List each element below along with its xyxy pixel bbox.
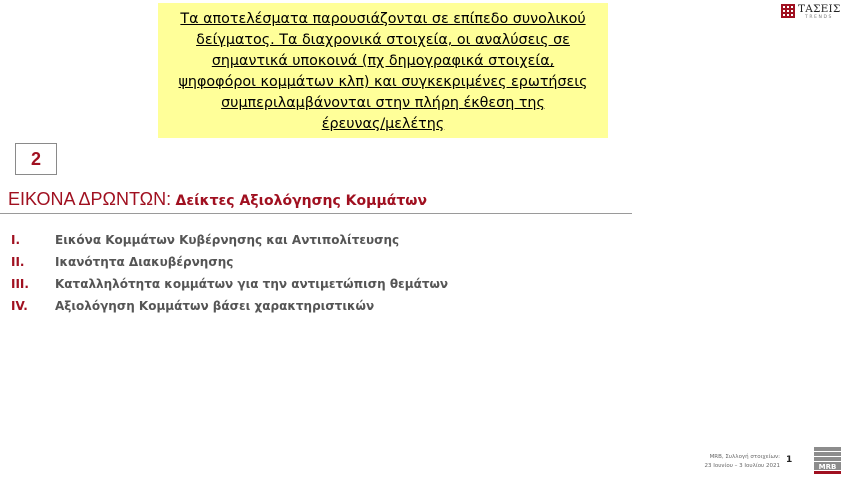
footer-source-line: MRB, Συλλογή στοιχείων: bbox=[709, 454, 780, 460]
logo-name: ΤΑΣΕΙΣ bbox=[798, 3, 841, 15]
title-divider bbox=[0, 213, 632, 214]
page-number: 1 bbox=[786, 455, 793, 465]
section-number-text: 2 bbox=[30, 148, 41, 169]
note-line: έρευνας/μελέτης bbox=[321, 116, 445, 133]
note-box bbox=[158, 3, 608, 138]
agenda-item-number: I. bbox=[11, 233, 21, 247]
footer-source bbox=[705, 453, 780, 471]
note-line: σημαντικά υποκοινά (πχ δημογραφικά στοιχεία, bbox=[211, 53, 555, 70]
section-title-sub: Δείκτες Αξιολόγησης Κομμάτων bbox=[175, 193, 428, 209]
footer-date-line: 23 Ιουνίου – 3 Ιουλίου 2021 bbox=[704, 463, 780, 469]
note-line: δείγματος. Τα διαχρονικά στοιχεία, οι αναλύσεις σε bbox=[196, 32, 570, 49]
agenda-item-label: Αξιολόγηση Κομμάτων βάσει χαρακτηριστικών bbox=[55, 299, 375, 313]
section-number bbox=[15, 143, 57, 175]
mrb-logo-icon bbox=[814, 447, 841, 474]
grid-logo-icon bbox=[781, 4, 795, 18]
note-line: συμπεριλαμβάνονται στην πλήρη έκθεση της bbox=[221, 95, 545, 112]
logo-subtitle: TRENDS bbox=[805, 15, 834, 20]
agenda-item-number: III. bbox=[11, 277, 29, 291]
section-title-main: ΕΙΚΟΝΑ ΔΡΩΝΤΩΝ: bbox=[8, 189, 172, 209]
agenda-item-number: IV. bbox=[11, 299, 28, 313]
agenda-item-number: II. bbox=[11, 255, 25, 269]
note-line: ψηφοφόροι κομμάτων κλπ) και συγκεκριμένες ερωτήσεις bbox=[178, 74, 588, 91]
agenda-item-label: Εικόνα Κομμάτων Κυβέρνησης και Αντιπολίτευσης bbox=[55, 233, 400, 247]
tasis-logo bbox=[781, 4, 843, 22]
note-line: Τα αποτελέσματα παρουσιάζονται σε επίπεδο συνολικού bbox=[180, 11, 586, 27]
mrb-brand-text: MRB bbox=[818, 463, 837, 471]
agenda-item-label: Ικανότητα Διακυβέρνησης bbox=[55, 255, 234, 269]
section-title bbox=[8, 189, 427, 210]
agenda-item-label: Καταλληλότητα κομμάτων για την αντιμετώπιση θεμάτων bbox=[55, 277, 449, 291]
